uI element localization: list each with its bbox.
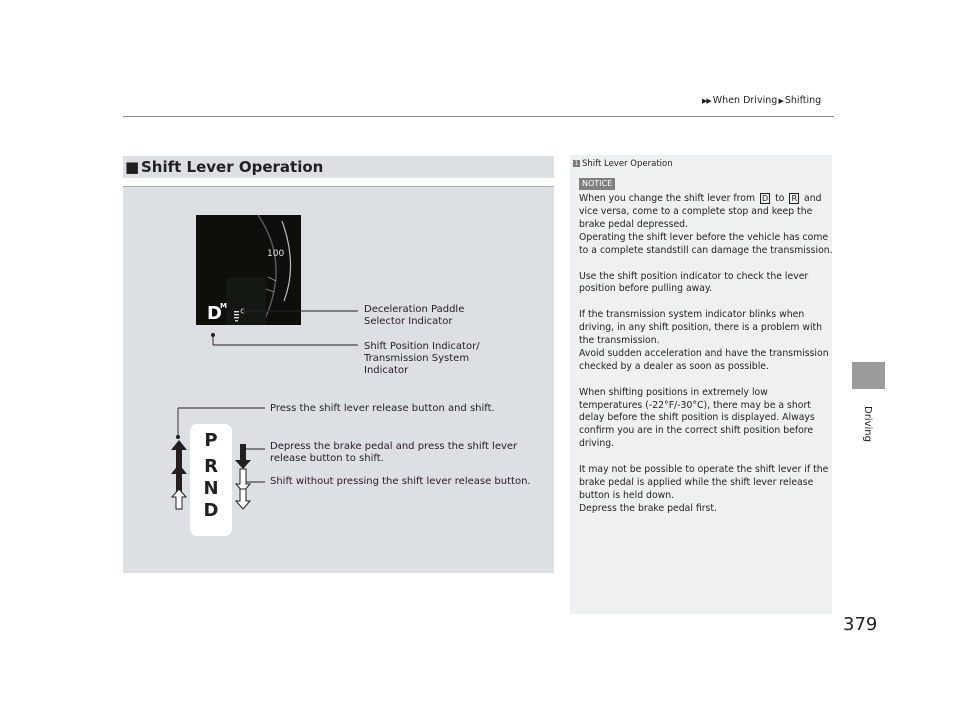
callout-deceleration-selector (364, 304, 464, 328)
speed-reading: 100 (267, 249, 285, 259)
info-line: confirm you are in the correct shift position before (579, 425, 814, 437)
callout-press-release: Press the shift lever release button and shift. (270, 403, 495, 414)
info-line: It may not be possible to operate the shift lever if the (579, 464, 829, 475)
gate-position-r: R (204, 456, 218, 477)
info-line: Operating the shift lever before the vehicle has come (579, 231, 829, 243)
square-bullet-icon: ■ (125, 158, 140, 176)
callout-text: Indicator (364, 365, 409, 376)
callout-text: Depress the brake pedal and press the shift lever (270, 441, 518, 452)
info-text-span: to (775, 193, 785, 204)
key-d-icon: D (762, 194, 769, 203)
notice-badge: NOTICE (579, 178, 615, 190)
info-text-span: and (804, 193, 822, 204)
info-title-text: Shift Lever Operation (582, 159, 673, 169)
gear-mode-indicator: M (220, 302, 227, 310)
info-line-first (579, 193, 831, 206)
info-line: checked by a dealer as soon as possible. (579, 360, 769, 372)
info-title (573, 159, 673, 169)
gate-position-p: P (204, 430, 218, 451)
info-line: If the transmission system indicator blinks when (579, 309, 805, 321)
page-number: 379 (843, 614, 878, 635)
chapter-label: Driving (862, 406, 873, 442)
gate-position-n: N (203, 478, 219, 499)
outline-down-arrow-icon (234, 488, 252, 510)
info-line: brake pedal depressed. (579, 218, 689, 230)
callout-text: Shift Position Indicator/ (364, 341, 480, 352)
callout-shift-position (364, 341, 480, 377)
info-line: driving, in any shift position, there is a problem with (579, 322, 823, 334)
solid-down-arrow-icon (234, 444, 252, 470)
info-line: temperatures (-22°F/-30°C), there may be a short (579, 399, 811, 411)
outline-up-arrow-icon (170, 488, 188, 510)
callout-brake-and-release (270, 441, 517, 465)
key-r-icon: R (791, 194, 798, 203)
info-line: Use the shift position indicator to check the lever (579, 270, 809, 282)
breadcrumb-level2: Shifting (784, 95, 822, 106)
breadcrumb-level1: When Driving (712, 95, 778, 106)
info-line: the transmission. (579, 335, 660, 346)
callout-text: release button to shift. (270, 453, 384, 464)
info-line: brake pedal is applied while the shift lever release (579, 476, 814, 488)
info-line: position before pulling away. (579, 283, 713, 295)
info-line: vice versa, come to a complete stop and keep the (579, 206, 813, 217)
callout-text: Transmission System (364, 353, 470, 364)
info-line: Depress the brake pedal first. (579, 502, 718, 514)
info-line: delay before the shift position is displayed. Always (579, 412, 815, 424)
arrow-icon: ▶ (777, 97, 783, 105)
info-line: Avoid sudden acceleration and have the transmission (579, 347, 829, 359)
info-sidebar (570, 155, 832, 614)
callout-text: Deceleration Paddle (364, 304, 465, 315)
reference-box-icon: 1 (574, 160, 579, 167)
callout-no-press: Shift without pressing the shift lever release button. (270, 476, 531, 487)
info-text-span: When you change the shift lever from (579, 193, 756, 204)
gear-indicator: D (207, 303, 222, 324)
info-line: button is held down. (579, 489, 675, 501)
gate-position-d: D (203, 500, 219, 521)
info-line: driving. (579, 438, 615, 450)
callout-text: Selector Indicator (364, 316, 453, 327)
shift-gate (190, 424, 232, 536)
info-line: to a complete standstill can damage the transmission. (579, 244, 833, 256)
info-line: When shifting positions in extremely low (579, 386, 768, 398)
section-heading-text: Shift Lever Operation (141, 158, 324, 176)
double-arrow-icon: ▶▶ (702, 97, 711, 105)
